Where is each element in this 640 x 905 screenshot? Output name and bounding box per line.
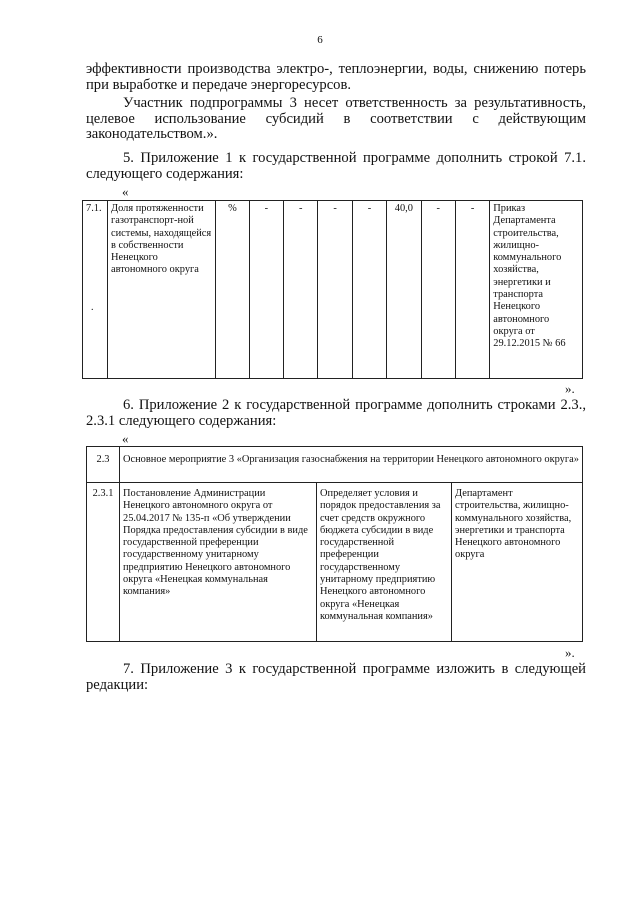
value-cell: - bbox=[284, 201, 318, 379]
value-cell-target: 40,0 bbox=[387, 201, 421, 379]
value-cell: - bbox=[352, 201, 386, 379]
quote-open-1: « bbox=[122, 184, 129, 199]
table-row bbox=[87, 483, 583, 642]
paragraph-appendix-3: 7. Приложение 3 к государственной программе изложить в следующей редакции: bbox=[86, 661, 586, 693]
value-cell: - bbox=[455, 201, 489, 379]
indicator-name: Доля протяженности газотранспорт-ной системы, находящейся в собственности Ненецкого автономного округа bbox=[108, 201, 216, 379]
paragraph-appendix-2: 6. Приложение 2 к государственной программе дополнить строками 2.3., 2.3.1 следующего содержания: bbox=[86, 397, 586, 429]
source-document: Приказ Департамента строительства, жилищно-коммунального хозяйства, энергетики и транспорта Ненецкого автономного округа от 29.12.2015 № 66 bbox=[490, 201, 583, 379]
page-number: 6 bbox=[317, 34, 323, 46]
row-number: 7.1. bbox=[83, 201, 108, 379]
main-activity: Основное мероприятие 3 «Организация газоснабжения на территории Ненецкого автономного округа» bbox=[120, 447, 583, 483]
value-cell: - bbox=[421, 201, 455, 379]
unit: % bbox=[216, 201, 249, 379]
table-row bbox=[83, 201, 583, 379]
quote-close-2: ». bbox=[565, 645, 575, 660]
appendix-2-table bbox=[86, 446, 583, 642]
value-cell: - bbox=[249, 201, 283, 379]
table-row bbox=[87, 447, 583, 483]
row-number: 2.3 bbox=[87, 447, 120, 483]
quote-close-1: ». bbox=[565, 381, 575, 396]
appendix-1-table bbox=[82, 200, 583, 379]
executor: Департамент строительства, жилищно-коммунального хозяйства, энергетики и транспорта Ненецкого автономного округа bbox=[452, 483, 583, 642]
value-cell: - bbox=[318, 201, 352, 379]
row-number: 2.3.1 bbox=[87, 483, 120, 642]
paragraph-efficiency: эффективности производства электро-, теплоэнергии, воды, снижению потерь при выработке и передаче энергоресурсов. bbox=[86, 61, 586, 93]
paragraph-responsibility: Участник подпрограммы 3 несет ответственность за результативность, целевое использование субсидий в соответствии с действующим законодательством.». bbox=[86, 95, 586, 142]
paragraph-appendix-1: 5. Приложение 1 к государственной программе дополнить строкой 7.1. следующего содержания: bbox=[86, 150, 586, 182]
legal-act: Постановление Администрации Ненецкого автономного округа от 25.04.2017 № 135-п «Об утверждении Порядка предоставления субсидии в виде государственной преференции государственному унитарному предприятию Ненецкого автономного округа «Ненецкая коммунальная компания» bbox=[120, 483, 317, 642]
act-purpose: Определяет условия и порядок предоставления за счет средств окружного бюджета субсидии в виде государственной преференции государственному унитарному предприятию Ненецкого автономного округа «Ненецкая коммунальная компания» bbox=[317, 483, 452, 642]
stray-mark: . bbox=[91, 302, 94, 313]
quote-open-2: « bbox=[122, 431, 129, 446]
